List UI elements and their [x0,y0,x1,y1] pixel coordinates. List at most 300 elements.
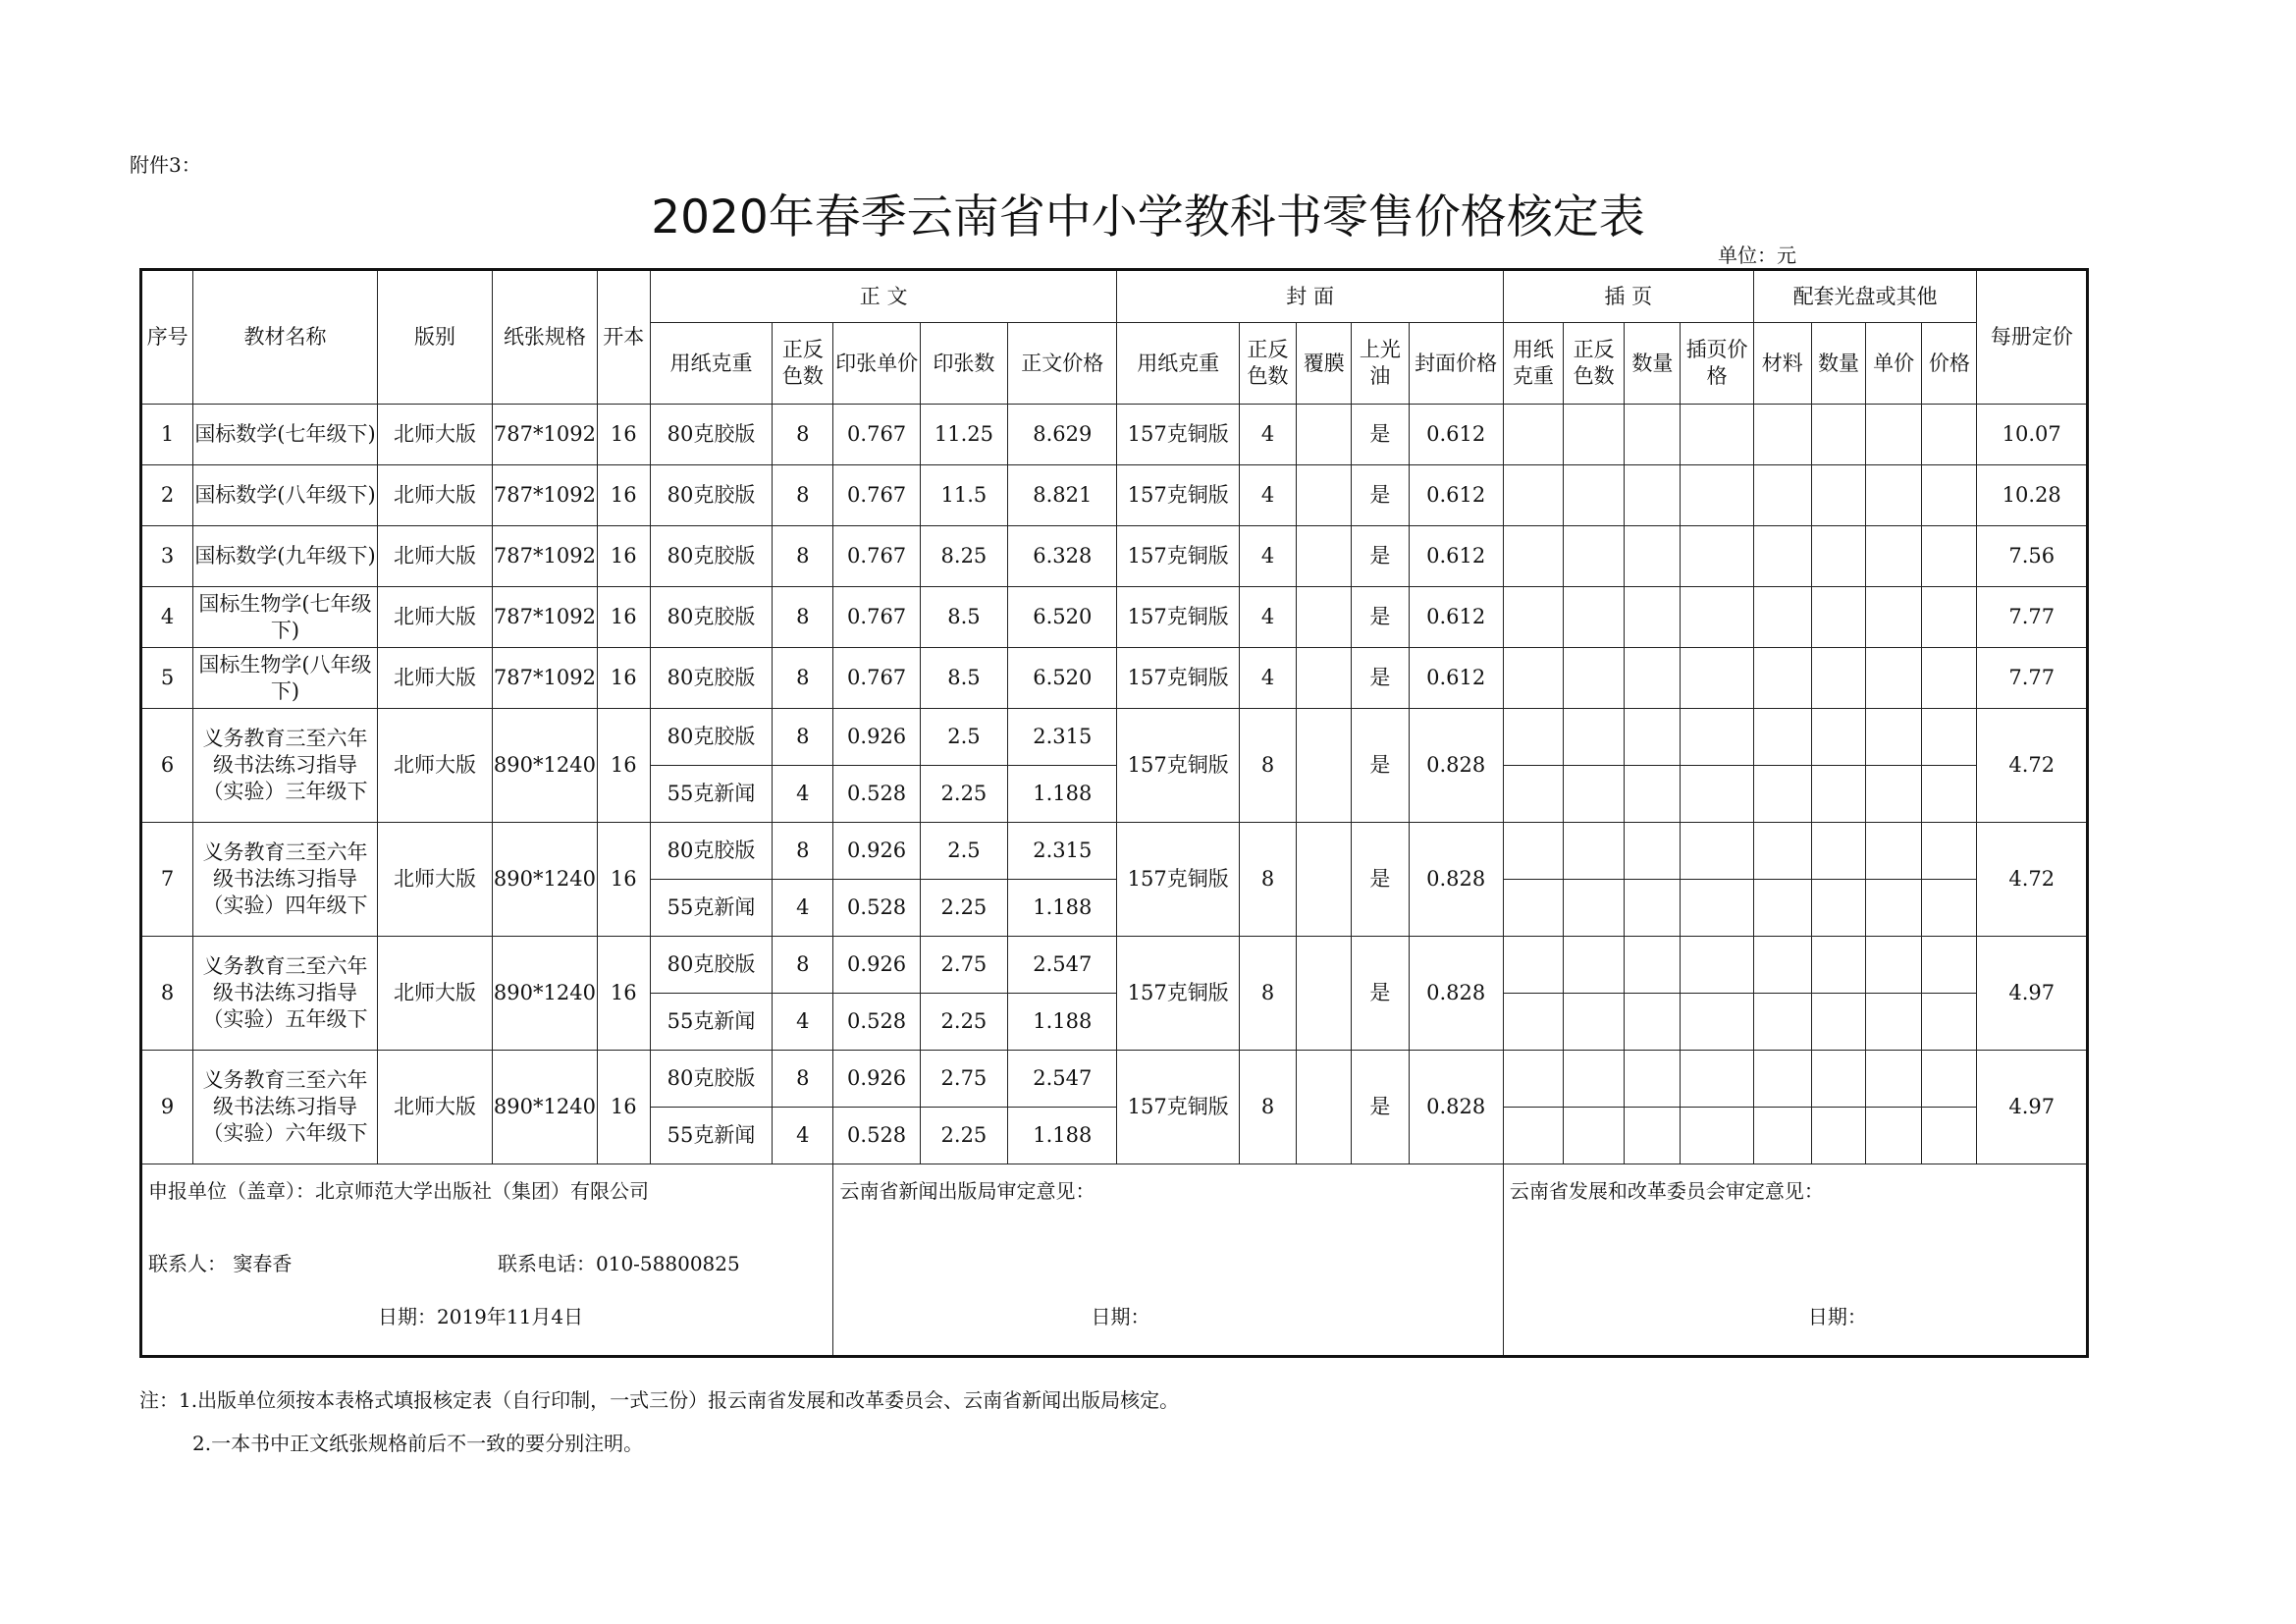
subheader-extra-0: 材料 [1753,323,1811,405]
row-empty-cell [1753,709,1811,766]
document-title: 2020年春季云南省中小学教科书零售价格核定表 [651,190,1645,244]
table-row [141,709,2088,766]
row-format: 16 [597,937,650,1051]
row-empty-cell [1503,1108,1563,1164]
row-body-paper: 55克新闻 [650,766,772,823]
row-body-colors: 4 [773,1108,833,1164]
unit-label: 单位：元 [1718,244,1796,267]
row-cover-price: 0.828 [1409,937,1503,1051]
row-empty-cell [1866,405,1922,465]
row-empty-cell [1922,465,1977,526]
row-paper-size: 890*1240 [493,937,597,1051]
header-group-extra: 配套光盘或其他 [1753,270,1977,323]
row-empty-cell [1503,823,1563,880]
row-cover-film [1297,823,1352,937]
row-paper-size: 890*1240 [493,709,597,823]
row-empty-cell [1753,880,1811,937]
row-empty-cell [1922,766,1977,823]
row-unit-price: 4.97 [1977,937,2088,1051]
row-name: 义务教育三至六年级书法练习指导（实验）六年级下 [193,1051,378,1164]
row-body-price: 8.821 [1008,465,1117,526]
row-body-paper: 80克胶版 [650,648,772,709]
row-empty-cell [1866,766,1922,823]
row-cover-paper: 157克铜版 [1117,587,1239,648]
row-sheet-count: 11.25 [920,405,1007,465]
row-empty-cell [1681,709,1753,766]
row-empty-cell [1811,994,1865,1051]
row-empty-cell [1811,1051,1865,1108]
subheader-body-4: 正文价格 [1008,323,1117,405]
row-unit-price: 10.28 [1977,465,2088,526]
row-empty-cell [1564,766,1625,823]
row-empty-cell [1564,526,1625,587]
row-sheet-count: 8.5 [920,648,1007,709]
row-seq: 3 [141,526,193,587]
price-table [139,268,2089,1358]
row-body-price: 1.188 [1008,880,1117,937]
table-row [141,937,2088,994]
row-empty-cell [1866,526,1922,587]
row-body-price: 6.520 [1008,648,1117,709]
row-edition: 北师大版 [377,648,492,709]
row-empty-cell [1503,526,1563,587]
row-body-paper: 55克新闻 [650,1108,772,1164]
row-empty-cell [1753,994,1811,1051]
row-cover-price: 0.612 [1409,526,1503,587]
row-seq: 4 [141,587,193,648]
row-body-paper: 80克胶版 [650,1051,772,1108]
row-cover-film [1297,587,1352,648]
row-empty-cell [1866,1051,1922,1108]
row-cover-oil: 是 [1352,465,1409,526]
row-sheet-price: 0.528 [833,880,920,937]
subheader-body-3: 印张数 [920,323,1007,405]
row-cover-paper: 157克铜版 [1117,1051,1239,1164]
row-empty-cell [1811,405,1865,465]
row-body-price: 1.188 [1008,994,1117,1051]
row-empty-cell [1753,405,1811,465]
row-empty-cell [1811,587,1865,648]
row-edition: 北师大版 [377,405,492,465]
row-body-colors: 8 [773,823,833,880]
row-body-colors: 8 [773,526,833,587]
row-cover-price: 0.828 [1409,709,1503,823]
row-empty-cell [1564,587,1625,648]
row-paper-size: 787*1092 [493,465,597,526]
row-cover-colors: 8 [1239,1051,1296,1164]
row-cover-oil: 是 [1352,937,1409,1051]
row-format: 16 [597,709,650,823]
row-empty-cell [1681,937,1753,994]
row-empty-cell [1564,1108,1625,1164]
row-empty-cell [1564,648,1625,709]
row-sheet-count: 8.25 [920,526,1007,587]
row-sheet-price: 0.528 [833,994,920,1051]
row-empty-cell [1753,1051,1811,1108]
row-empty-cell [1503,1051,1563,1108]
row-body-price: 2.547 [1008,937,1117,994]
row-empty-cell [1922,880,1977,937]
row-cover-oil: 是 [1352,526,1409,587]
row-empty-cell [1866,1108,1922,1164]
row-format: 16 [597,587,650,648]
row-body-price: 1.188 [1008,766,1117,823]
row-sheet-price: 0.767 [833,587,920,648]
row-body-paper: 55克新闻 [650,880,772,937]
row-sheet-price: 0.528 [833,1108,920,1164]
row-unit-price: 4.72 [1977,823,2088,937]
row-cover-oil: 是 [1352,648,1409,709]
header-group-body: 正 文 [650,270,1117,323]
row-seq: 7 [141,823,193,937]
row-body-paper: 80克胶版 [650,709,772,766]
row-body-price: 2.547 [1008,1051,1117,1108]
subheader-insert-1: 正反色数 [1564,323,1625,405]
row-cover-colors: 4 [1239,648,1296,709]
row-sheet-price: 0.926 [833,709,920,766]
ndrc-opinion-label: 云南省发展和改革委员会审定意见： [1509,1179,1824,1203]
row-cover-price: 0.828 [1409,1051,1503,1164]
row-sheet-price: 0.767 [833,465,920,526]
row-body-colors: 8 [773,709,833,766]
row-sheet-price: 0.767 [833,526,920,587]
phone-label: 联系电话：010-58800825 [498,1252,740,1275]
row-body-colors: 4 [773,766,833,823]
row-body-paper: 80克胶版 [650,823,772,880]
row-cover-colors: 4 [1239,587,1296,648]
row-empty-cell [1625,880,1681,937]
footer-applicant-cell [141,1164,833,1357]
row-cover-oil: 是 [1352,405,1409,465]
row-cover-colors: 8 [1239,937,1296,1051]
row-empty-cell [1564,994,1625,1051]
table-row [141,465,2088,526]
row-body-paper: 80克胶版 [650,465,772,526]
row-name: 义务教育三至六年级书法练习指导（实验）四年级下 [193,823,378,937]
row-name: 国标数学(九年级下) [193,526,378,587]
row-empty-cell [1564,937,1625,994]
row-seq: 9 [141,1051,193,1164]
row-empty-cell [1922,1108,1977,1164]
row-empty-cell [1866,994,1922,1051]
row-seq: 8 [141,937,193,1051]
row-name: 义务教育三至六年级书法练习指导（实验）三年级下 [193,709,378,823]
row-cover-price: 0.612 [1409,587,1503,648]
row-empty-cell [1625,587,1681,648]
row-cover-colors: 8 [1239,709,1296,823]
table-row [141,648,2088,709]
row-name: 国标数学(八年级下) [193,465,378,526]
row-empty-cell [1811,937,1865,994]
row-empty-cell [1811,709,1865,766]
row-empty-cell [1625,709,1681,766]
note-1: 注：1.出版单位须按本表格式填报核定表（自行印制，一式三份）报云南省发展和改革委员会、云南省新闻出版局核定。 [139,1388,1180,1412]
row-empty-cell [1753,465,1811,526]
row-empty-cell [1503,405,1563,465]
subheader-body-1: 正反色数 [773,323,833,405]
date-left-label: 日期：2019年11月4日 [378,1305,584,1328]
row-sheet-count: 11.5 [920,465,1007,526]
subheader-body-0: 用纸克重 [650,323,772,405]
row-empty-cell [1564,823,1625,880]
row-empty-cell [1811,1108,1865,1164]
row-empty-cell [1811,648,1865,709]
row-empty-cell [1866,465,1922,526]
row-empty-cell [1564,465,1625,526]
row-format: 16 [597,405,650,465]
row-empty-cell [1625,526,1681,587]
row-empty-cell [1625,937,1681,994]
header-group-insert: 插 页 [1503,270,1753,323]
table-row [141,1051,2088,1108]
table-row [141,405,2088,465]
row-seq: 6 [141,709,193,823]
row-empty-cell [1503,648,1563,709]
row-empty-cell [1681,587,1753,648]
row-empty-cell [1503,766,1563,823]
row-body-colors: 8 [773,1051,833,1108]
row-name: 义务教育三至六年级书法练习指导（实验）五年级下 [193,937,378,1051]
row-empty-cell [1922,709,1977,766]
footer-press-cell [833,1164,1503,1357]
row-body-colors: 4 [773,994,833,1051]
row-empty-cell [1503,994,1563,1051]
row-seq: 5 [141,648,193,709]
row-cover-colors: 8 [1239,823,1296,937]
subheader-insert-0: 用纸克重 [1503,323,1563,405]
row-empty-cell [1811,766,1865,823]
row-empty-cell [1922,526,1977,587]
subheader-body-2: 印张单价 [833,323,920,405]
row-sheet-price: 0.528 [833,766,920,823]
row-sheet-count: 2.25 [920,880,1007,937]
row-empty-cell [1625,766,1681,823]
row-cover-oil: 是 [1352,587,1409,648]
subheader-insert-3: 插页价格 [1681,323,1753,405]
row-cover-colors: 4 [1239,526,1296,587]
row-format: 16 [597,1051,650,1164]
subheader-extra-1: 数量 [1811,323,1865,405]
notes [139,1379,1179,1465]
row-empty-cell [1811,526,1865,587]
row-cover-paper: 157克铜版 [1117,526,1239,587]
header-format: 开本 [597,270,650,405]
row-empty-cell [1922,994,1977,1051]
row-empty-cell [1811,465,1865,526]
row-body-price: 6.328 [1008,526,1117,587]
contact-label: 联系人： 窦春香 [148,1252,293,1275]
row-empty-cell [1922,648,1977,709]
row-empty-cell [1564,709,1625,766]
subheader-cover-3: 上光油 [1352,323,1409,405]
subheader-cover-2: 覆膜 [1297,323,1352,405]
row-empty-cell [1681,880,1753,937]
row-empty-cell [1503,937,1563,994]
row-empty-cell [1681,823,1753,880]
row-empty-cell [1866,587,1922,648]
row-empty-cell [1681,465,1753,526]
row-seq: 1 [141,405,193,465]
row-format: 16 [597,648,650,709]
row-cover-film [1297,405,1352,465]
row-paper-size: 787*1092 [493,526,597,587]
row-edition: 北师大版 [377,465,492,526]
row-cover-oil: 是 [1352,823,1409,937]
row-empty-cell [1625,465,1681,526]
row-cover-paper: 157克铜版 [1117,823,1239,937]
row-body-price: 1.188 [1008,1108,1117,1164]
row-cover-film [1297,709,1352,823]
row-cover-paper: 157克铜版 [1117,709,1239,823]
row-edition: 北师大版 [377,526,492,587]
row-empty-cell [1811,880,1865,937]
table-row [141,823,2088,880]
header-paper-size: 纸张规格 [493,270,597,405]
row-empty-cell [1922,405,1977,465]
row-unit-price: 7.56 [1977,526,2088,587]
footer-ndrc-cell [1503,1164,2087,1357]
row-cover-price: 0.612 [1409,648,1503,709]
row-cover-paper: 157克铜版 [1117,937,1239,1051]
row-sheet-count: 2.5 [920,709,1007,766]
row-empty-cell [1681,526,1753,587]
row-empty-cell [1564,1051,1625,1108]
row-empty-cell [1681,994,1753,1051]
row-body-colors: 4 [773,880,833,937]
row-cover-colors: 4 [1239,405,1296,465]
row-body-paper: 80克胶版 [650,587,772,648]
row-unit-price: 4.97 [1977,1051,2088,1164]
row-edition: 北师大版 [377,1051,492,1164]
row-empty-cell [1503,709,1563,766]
header-seq: 序号 [141,270,193,405]
applicant-label: 申报单位（盖章）：北京师范大学出版社（集团）有限公司 [148,1179,649,1203]
row-body-paper: 80克胶版 [650,405,772,465]
row-empty-cell [1681,648,1753,709]
header-group-cover: 封 面 [1117,270,1503,323]
row-empty-cell [1866,880,1922,937]
row-sheet-price: 0.767 [833,648,920,709]
row-empty-cell [1866,937,1922,994]
row-cover-film [1297,648,1352,709]
row-cover-price: 0.612 [1409,465,1503,526]
row-empty-cell [1866,823,1922,880]
subheader-extra-3: 价格 [1922,323,1977,405]
row-empty-cell [1922,937,1977,994]
header-edition: 版别 [377,270,492,405]
row-sheet-price: 0.926 [833,937,920,994]
row-empty-cell [1753,648,1811,709]
row-empty-cell [1681,1051,1753,1108]
row-empty-cell [1503,880,1563,937]
header-price: 每册定价 [1977,270,2088,405]
row-sheet-count: 8.5 [920,587,1007,648]
row-paper-size: 787*1092 [493,587,597,648]
row-name: 国标生物学(八年级下) [193,648,378,709]
row-format: 16 [597,465,650,526]
row-edition: 北师大版 [377,709,492,823]
row-edition: 北师大版 [377,823,492,937]
row-empty-cell [1753,766,1811,823]
row-sheet-count: 2.75 [920,937,1007,994]
row-sheet-price: 0.926 [833,1051,920,1108]
row-empty-cell [1811,823,1865,880]
row-empty-cell [1625,994,1681,1051]
header-name: 教材名称 [193,270,378,405]
row-empty-cell [1625,823,1681,880]
note-2: 2.一本书中正文纸张规格前后不一致的要分别注明。 [192,1432,644,1455]
row-cover-paper: 157克铜版 [1117,648,1239,709]
date-right-label: 日期： [1807,1305,1867,1328]
row-paper-size: 890*1240 [493,1051,597,1164]
subheader-insert-2: 数量 [1625,323,1681,405]
row-empty-cell [1753,526,1811,587]
row-sheet-count: 2.25 [920,766,1007,823]
row-sheet-price: 0.767 [833,405,920,465]
row-body-colors: 8 [773,648,833,709]
row-unit-price: 7.77 [1977,587,2088,648]
row-empty-cell [1681,405,1753,465]
row-cover-price: 0.612 [1409,405,1503,465]
press-opinion-label: 云南省新闻出版局审定意见： [839,1179,1095,1203]
row-empty-cell [1753,823,1811,880]
row-paper-size: 787*1092 [493,405,597,465]
row-empty-cell [1681,1108,1753,1164]
row-empty-cell [1503,587,1563,648]
row-unit-price: 10.07 [1977,405,2088,465]
row-name: 国标生物学(七年级下) [193,587,378,648]
row-cover-paper: 157克铜版 [1117,465,1239,526]
row-cover-oil: 是 [1352,1051,1409,1164]
row-body-paper: 55克新闻 [650,994,772,1051]
row-edition: 北师大版 [377,587,492,648]
subheader-extra-2: 单价 [1866,323,1922,405]
row-body-paper: 80克胶版 [650,526,772,587]
subheader-cover-4: 封面价格 [1409,323,1503,405]
row-empty-cell [1753,587,1811,648]
row-paper-size: 787*1092 [493,648,597,709]
attachment-label: 附件3： [130,153,201,177]
row-sheet-count: 2.5 [920,823,1007,880]
row-empty-cell [1625,1051,1681,1108]
row-empty-cell [1503,465,1563,526]
row-empty-cell [1625,1108,1681,1164]
row-edition: 北师大版 [377,937,492,1051]
row-empty-cell [1866,648,1922,709]
row-body-colors: 8 [773,937,833,994]
row-sheet-count: 2.25 [920,994,1007,1051]
table-row [141,587,2088,648]
row-empty-cell [1866,709,1922,766]
row-body-price: 6.520 [1008,587,1117,648]
row-empty-cell [1564,880,1625,937]
row-unit-price: 7.77 [1977,648,2088,709]
row-cover-colors: 4 [1239,465,1296,526]
row-paper-size: 890*1240 [493,823,597,937]
row-unit-price: 4.72 [1977,709,2088,823]
row-body-colors: 8 [773,465,833,526]
row-empty-cell [1922,1051,1977,1108]
row-cover-film [1297,526,1352,587]
row-empty-cell [1922,823,1977,880]
table-row [141,526,2088,587]
row-format: 16 [597,526,650,587]
subheader-cover-1: 正反色数 [1239,323,1296,405]
row-body-colors: 8 [773,405,833,465]
row-cover-film [1297,937,1352,1051]
row-body-colors: 8 [773,587,833,648]
subheader-cover-0: 用纸克重 [1117,323,1239,405]
